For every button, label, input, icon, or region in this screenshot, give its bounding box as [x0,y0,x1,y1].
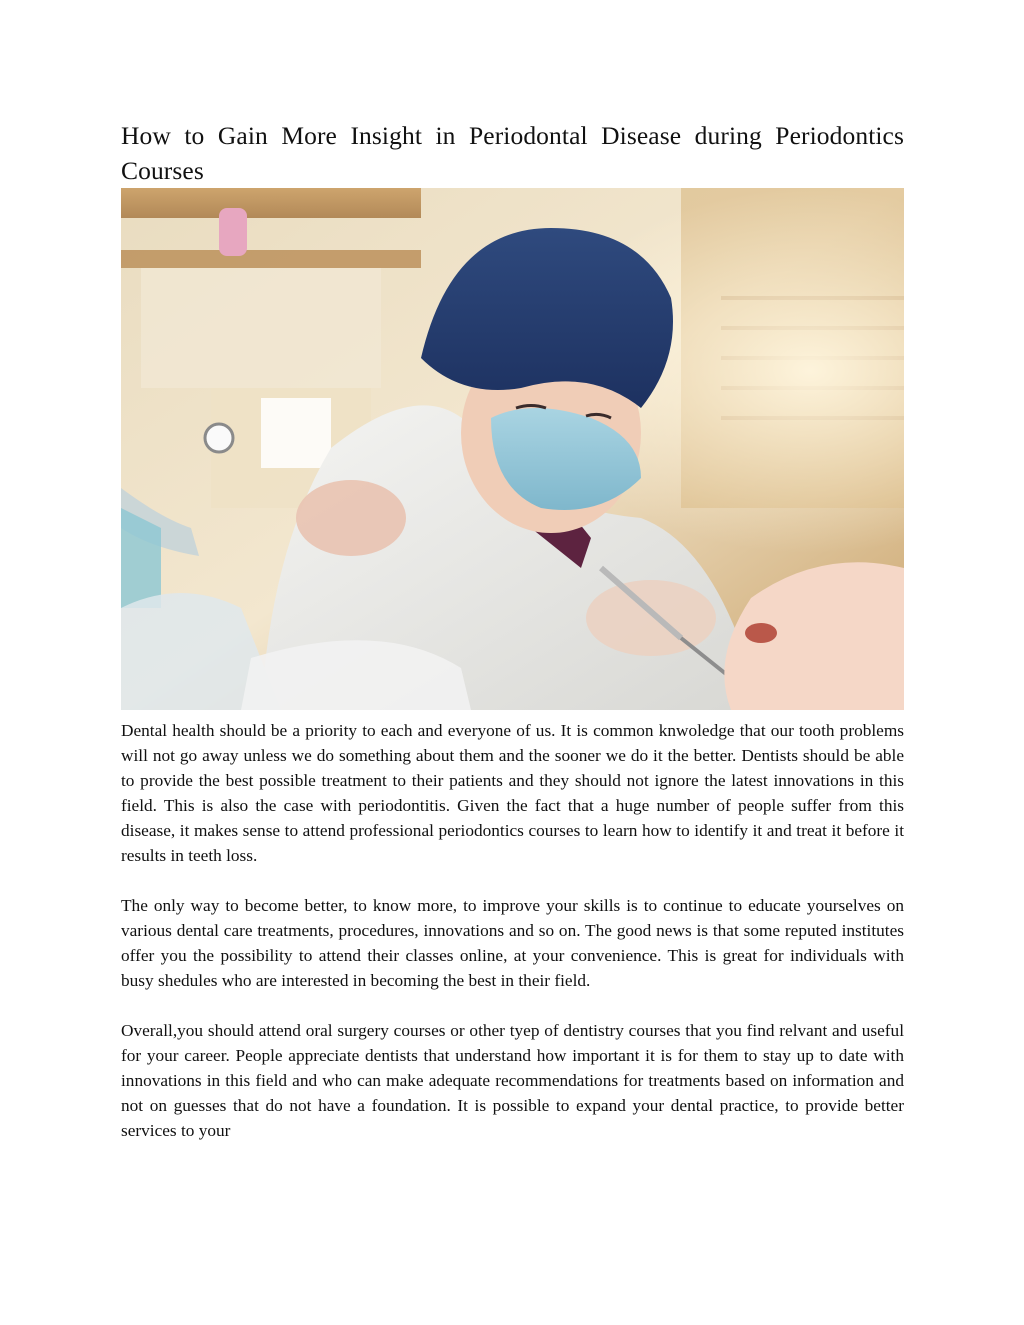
dentist-photo [121,188,904,710]
dentist-photo-illustration [121,188,904,710]
article-body [121,718,904,1143]
document-title: How to Gain More Insight in Periodontal Disease during Periodontics Courses [121,121,904,185]
document-page [121,118,904,1143]
paragraph-3: Overall,you should attend oral surgery courses or other tyep of dentistry courses that you find relvant and useful for your career. People appreciate dentists that understand how important it is for them to stay up to date with innovations in this field and who can make adequate recommendations for treatments based on information and not on guesses that do not have a foundation. It is possible to expand your dental practice, to provide better services to your [121,1021,904,1140]
paragraph-2: The only way to become better, to know more, to improve your skills is to continue to educate yourselves on various dental care treatments, procedures, innovations and so on. The good news is that some reputed institutes offer you the possibility to attend their classes online, at your convenience. This is great for individuals with busy shedules who are interested in becoming the best in their field. [121,896,904,990]
paragraph-1: Dental health should be a priority to each and everyone of us. It is common knwoledge that our tooth problems will not go away unless we do something about them and the sooner we do it the better. Dentists should be able to provide the best possible treatment to their patients and they should not ignore the latest innovations in this field. This is also the case with periodontitis. Given the fact that a huge number of people suffer from this disease, it makes sense to attend professional periodontics courses to learn how to identify it and treat it before it results in teeth loss. [121,721,904,865]
